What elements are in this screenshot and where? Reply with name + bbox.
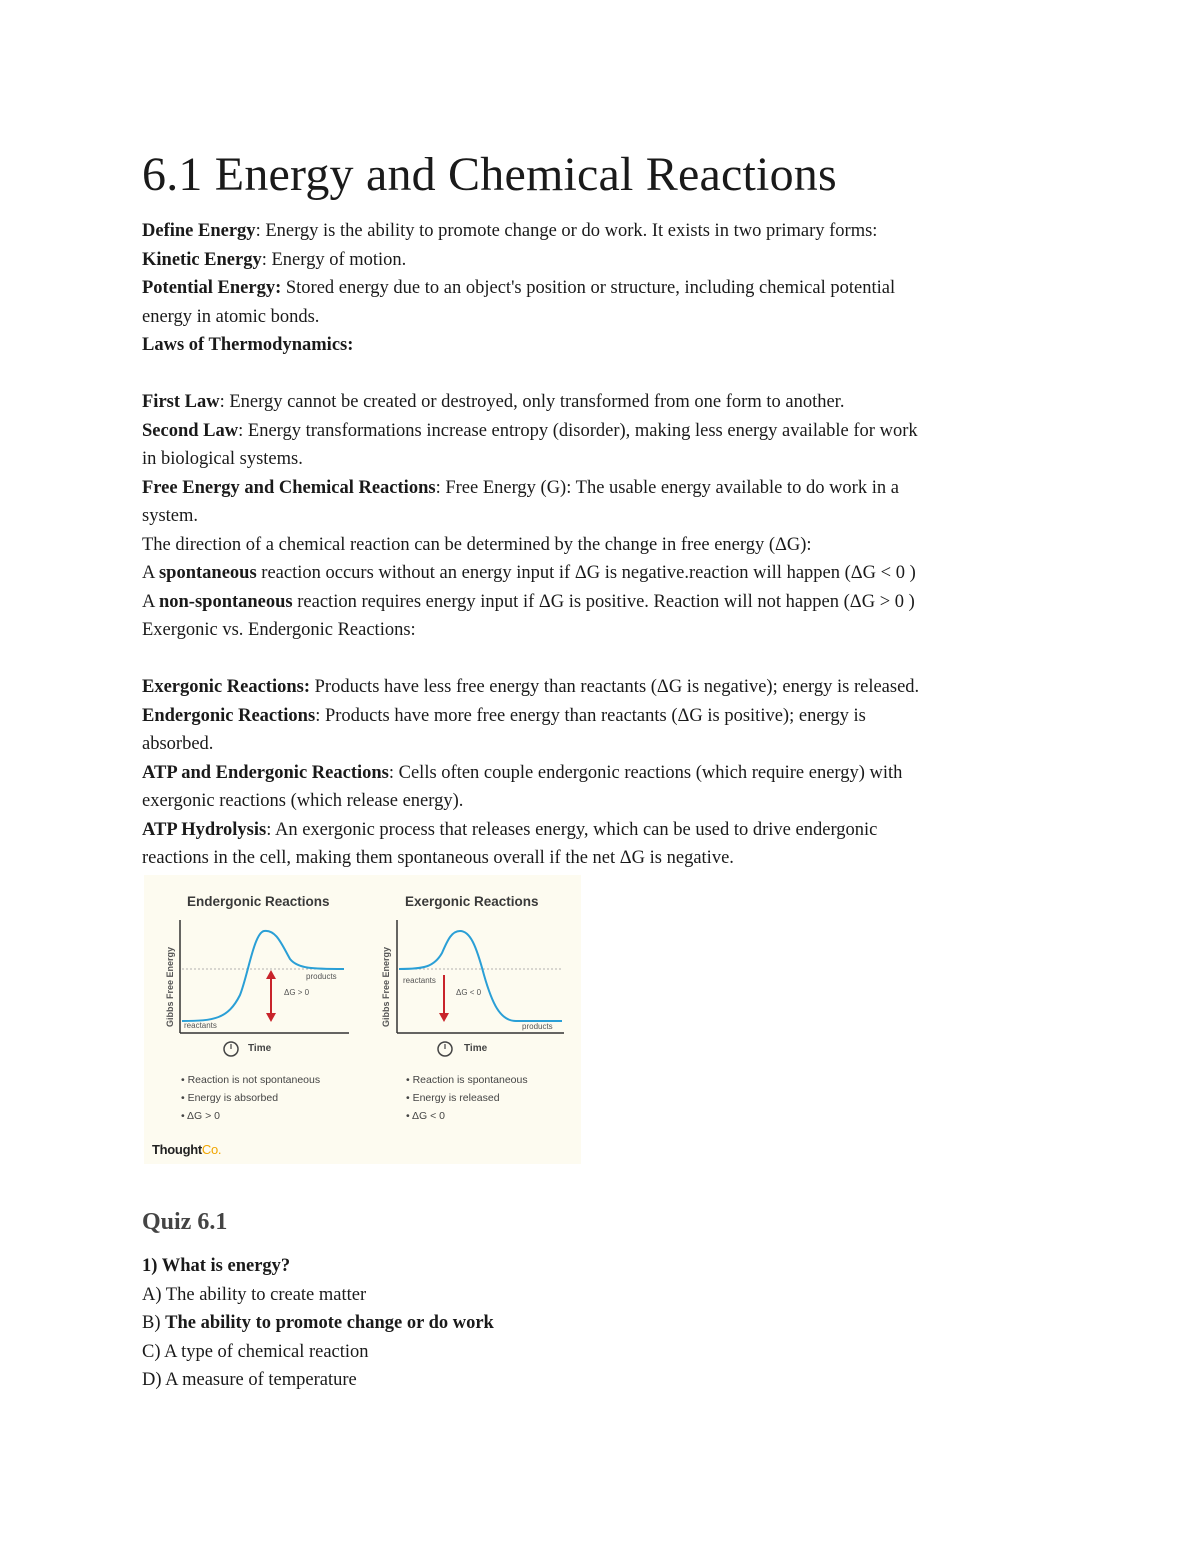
note: • ΔG > 0 <box>181 1110 221 1122</box>
atp-hydrolysis-line <box>142 816 1062 845</box>
definition: reaction requires energy input if ΔG is positive. Reaction will not happen (ΔG > 0 ) <box>292 591 915 612</box>
right-chart-title: Exergonic Reactions <box>405 894 539 909</box>
logo-main: Thought <box>152 1142 202 1157</box>
left-x-axis-label: Time <box>248 1043 272 1054</box>
note: • Energy is released <box>406 1092 500 1104</box>
option-text: The ability to promote change or do work <box>165 1313 494 1333</box>
quiz-question <box>142 1252 1042 1281</box>
term: ATP and Endergonic Reactions <box>142 762 389 783</box>
spontaneous-line <box>142 559 1062 588</box>
definition: : Cells often couple endergonic reactions (which require energy) with <box>388 762 903 783</box>
definition: Products have less free energy than reactants (ΔG is negative); energy is released. <box>310 677 920 697</box>
definition: : Energy cannot be created or destroyed, only transformed from one form to another. <box>219 392 845 412</box>
kinetic-line <box>142 246 1062 275</box>
prefix: A <box>142 563 159 583</box>
note: • ΔG < 0 <box>406 1110 446 1122</box>
left-products-label: products <box>306 972 337 981</box>
atp-hydrolysis-line-2: reactions in the cell, making them spontaneous overall if the net ΔG is negative. <box>142 848 734 868</box>
term: Endergonic Reactions <box>142 705 316 726</box>
note: • Reaction is not spontaneous <box>181 1074 321 1086</box>
quiz-section <box>142 1206 1042 1395</box>
definition: : Energy of motion. <box>261 249 407 270</box>
atp-endergonic-line-2: exergonic reactions (which release energy). <box>142 791 464 811</box>
spacer <box>142 360 1062 389</box>
page-title: 6.1 Energy and Chemical Reactions <box>142 148 837 201</box>
non-spontaneous-line <box>142 588 1062 617</box>
right-notes <box>406 1071 528 1125</box>
define-energy-line <box>142 217 1062 246</box>
document-page <box>142 145 1062 873</box>
heading-text: Laws of Thermodynamics: <box>142 335 354 355</box>
prefix: A <box>142 591 159 612</box>
right-x-axis-label: Time <box>464 1043 488 1054</box>
quiz-option-correct <box>142 1309 1042 1338</box>
definition: Stored energy due to an object's position or structure, including chemical potential <box>281 278 896 298</box>
quiz-option: A) The ability to create matter <box>142 1284 367 1305</box>
option-prefix: B) <box>142 1313 166 1333</box>
term: non-spontaneous <box>158 591 293 612</box>
term: Second Law <box>142 420 239 441</box>
exergonic-line <box>142 673 1062 702</box>
quiz-option: C) A type of chemical reaction <box>142 1341 369 1362</box>
definition: : An exergonic process that releases energy, which can be used to drive endergonic <box>266 819 878 840</box>
term: Kinetic Energy <box>142 249 262 270</box>
note: • Reaction is spontaneous <box>406 1074 528 1086</box>
reaction-energy-figure <box>144 875 581 1164</box>
logo-accent: Co. <box>201 1142 222 1157</box>
second-law-line <box>142 417 1062 446</box>
free-energy-line <box>142 474 1062 503</box>
left-y-axis-label: Gibbs Free Energy <box>165 946 175 1027</box>
definition: reaction occurs without an energy input if ΔG is negative.reaction will happen (ΔG < 0 ) <box>256 563 916 583</box>
note: • Energy is absorbed <box>181 1092 279 1104</box>
definition: : Energy is the ability to promote change or do work. It exists in two primary forms: <box>255 221 878 241</box>
question-text: 1) What is energy? <box>142 1256 291 1276</box>
definition: : Energy transformations increase entropy (disorder), making less energy available for work <box>238 420 918 441</box>
term: Define Energy <box>142 221 256 241</box>
right-reactants-label: reactants <box>403 976 436 985</box>
term: First Law <box>142 392 220 412</box>
definition: : Products have more free energy than reactants (ΔG is positive); energy is <box>315 705 866 726</box>
right-products-label: products <box>522 1022 553 1031</box>
endergonic-line-2: absorbed. <box>142 734 214 754</box>
potential-line-2: energy in atomic bonds. <box>142 306 320 327</box>
thoughtco-logo <box>152 1142 221 1157</box>
left-arrow-head-down <box>266 1013 276 1022</box>
right-arrow-head-down <box>439 1013 449 1022</box>
atp-endergonic-line <box>142 759 1062 788</box>
quiz-heading: Quiz 6.1 <box>142 1209 228 1235</box>
term: ATP Hydrolysis <box>142 819 267 840</box>
endergonic-line <box>142 702 1062 731</box>
first-law-line <box>142 388 1062 417</box>
right-dg-label: ΔG < 0 <box>456 988 482 997</box>
definition: : Free Energy (G): The usable energy available to do work in a <box>435 477 899 498</box>
second-law-line-2: in biological systems. <box>142 449 303 469</box>
term: spontaneous <box>158 563 257 583</box>
term: Exergonic Reactions: <box>142 677 311 697</box>
left-reactants-label: reactants <box>184 1021 217 1030</box>
direction-line: The direction of a chemical reaction can be determined by the change in free energy (ΔG): <box>142 534 812 555</box>
free-energy-line-2: system. <box>142 506 199 526</box>
exer-vs-ender-line: Exergonic vs. Endergonic Reactions: <box>142 620 416 640</box>
potential-line <box>142 274 1062 303</box>
laws-heading <box>142 331 1062 360</box>
left-arrow-head-up <box>266 970 276 979</box>
body-text <box>142 217 1062 873</box>
spacer <box>142 645 1062 674</box>
left-dg-label: ΔG > 0 <box>284 988 310 997</box>
left-notes <box>181 1071 320 1125</box>
right-y-axis-label: Gibbs Free Energy <box>381 946 391 1027</box>
quiz-option: D) A measure of temperature <box>142 1370 357 1390</box>
term: Potential Energy: <box>142 278 282 298</box>
left-chart-title: Endergonic Reactions <box>187 894 330 909</box>
quiz-question-block <box>142 1252 1042 1395</box>
term: Free Energy and Chemical Reactions <box>142 477 436 498</box>
